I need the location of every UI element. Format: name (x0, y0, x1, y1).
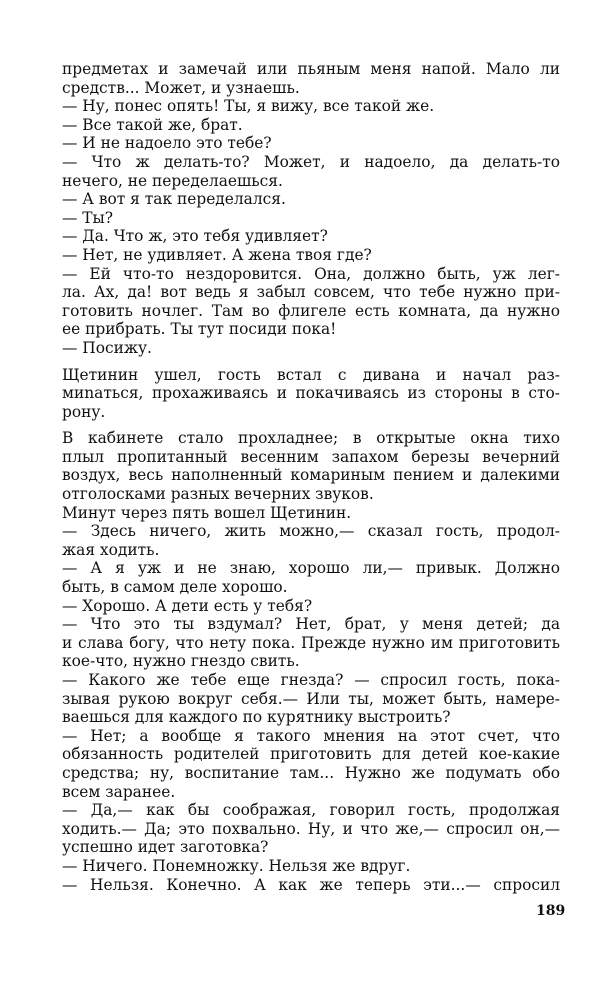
text-line: средства; ну, воспитание там... Нужно же подумать обо (62, 763, 560, 782)
text-line: быть, в самом деле хорошо. (62, 578, 288, 597)
text-line: средств... Может, и узнаешь. (62, 78, 300, 97)
text-line: — Все такой же, брат. (62, 115, 243, 134)
text-line: воздух, весь наполненный комариным пением и далекими (62, 466, 560, 485)
text-line: кое-что, нужно гнездо свить. (62, 652, 300, 671)
text-line: и слава богу, что нету пока. Прежде нужно им приготовить (62, 633, 560, 652)
text-line: ваешься для каждого по курятнику выстроить? (62, 708, 451, 727)
text-line: — И не надоело это тебе? (62, 134, 272, 153)
text-line: — Да,— как бы соображая, говорил гость, продолжая (62, 801, 560, 820)
text-line: — Посижу. (62, 338, 152, 357)
text-line: предметах и замечай или пьяным меня напой. Мало ли (62, 60, 560, 78)
text-line: жая ходить. (62, 540, 160, 559)
text-line: миnаться, прохаживаясь и покачиваясь из стороны в сто- (62, 384, 560, 403)
paragraph-gap (62, 358, 560, 366)
text-line: — Что ж делать-то? Может, и надоело, да делать-то (62, 152, 560, 171)
text-line: Минут через пять вошел Щетинин. (62, 503, 352, 522)
text-line: — Ну, понес опять! Ты, я вижу, все такой же. (62, 97, 435, 116)
text-line: — А вот я так переделался. (62, 190, 286, 209)
text-line: Щетинин ушел, гость встал с дивана и начал раз- (62, 365, 560, 384)
text-line: всем заранее. (62, 782, 176, 801)
text-line: — Хорошо. А дети есть у тебя? (62, 596, 313, 615)
text-line: — Нет; а вообще я такого мнения на этот счет, что (62, 726, 560, 745)
text-line: нечего, не переделаешься. (62, 171, 283, 190)
text-line: — Ты? (62, 208, 114, 227)
text-line: — Нет, не удивляет. А жена твоя где? (62, 245, 372, 264)
text-line: успешно идет заготовка? (62, 838, 269, 857)
text-line: — Какого же тебе еще гнезда? — спросил гость, пока- (62, 671, 560, 689)
text-line: плыл пропитанный весенним запахом березы вечерний (62, 447, 560, 466)
text-line: ла. Ах, да! вот ведь я забыл совсем, что тебе нужно при- (62, 283, 560, 302)
text-line: зывая рукою вокруг себя.— Или ты, может быть, намере- (62, 689, 560, 708)
text-line: — Здесь ничего, жить можно,— сказал гость, продол- (62, 522, 560, 541)
page-number: 189 (536, 903, 566, 919)
paragraph-gap (62, 421, 560, 429)
text-line: обязанность родителей приготовить для детей кое-какие (62, 745, 560, 764)
text-line: отголосками разных вечерних звуков. (62, 485, 374, 504)
text-line: — Ничего. Понемножку. Нельзя же вдруг. (62, 856, 411, 875)
text-line: — Что это ты вздумал? Нет, брат, у меня детей; да (62, 615, 560, 634)
text-line: — Ей что-то нездоровится. Она, должно быть, уж лег- (62, 264, 560, 283)
text-line: В кабинете стало прохладнее; в открытые окна тихо (62, 429, 560, 448)
text-line: — Нельзя. Конечно. А как же теперь эти...— спросил (62, 875, 560, 894)
body-text (62, 60, 560, 894)
text-line: ходить.— Да; это похвально. Ну, и что же,— спросил он,— (62, 819, 560, 838)
text-line: — А я уж и не знаю, хорошо ли,— привык. Должно (62, 559, 560, 578)
text-line: ее прибрать. Ты тут посиди пока! (62, 320, 337, 339)
text-line: готовить ночлег. Там во флигеле есть комната, да нужно (62, 301, 560, 320)
text-line: — Да. Что ж, это тебя удивляет? (62, 227, 328, 246)
text-line: рону. (62, 402, 106, 421)
